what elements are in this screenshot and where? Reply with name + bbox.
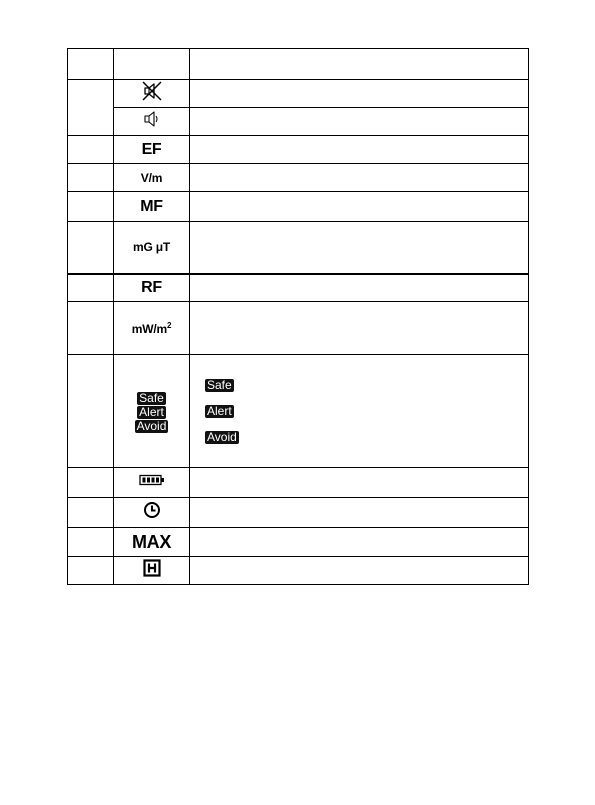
table-header-row: [68, 49, 529, 80]
avoid-badge: Avoid: [136, 418, 167, 433]
description-cell: [190, 274, 529, 302]
mwm2-symbol: [114, 302, 190, 355]
mwm2-text: mW/m: [131, 321, 167, 336]
row-number-cell: [68, 355, 114, 468]
row-number-cell: [68, 528, 114, 557]
alert-badge: Alert: [207, 403, 232, 418]
row-number-cell: [68, 274, 114, 302]
header-description-cell: [190, 49, 529, 80]
table-row: [68, 528, 529, 557]
table-row: [68, 80, 529, 108]
row-number-cell: [68, 192, 114, 222]
table-row: [68, 192, 529, 222]
symbol-cell: [114, 498, 190, 528]
row-number-cell: [68, 468, 114, 498]
safe-badge: Safe: [139, 390, 164, 405]
table-row: [68, 468, 529, 498]
description-cell: [190, 302, 529, 355]
table-row: [68, 164, 529, 192]
symbol-cell: [114, 557, 190, 585]
row-number-cell: [68, 80, 114, 136]
battery-icon: [139, 473, 165, 491]
table-row: [68, 302, 529, 355]
clock-icon: [143, 501, 161, 524]
level-badge-stack: [135, 392, 169, 434]
alert-badge: Alert: [139, 404, 164, 419]
symbol-table: [67, 48, 529, 585]
row-number-cell: [68, 498, 114, 528]
ef-symbol: EF: [114, 136, 190, 164]
row-number-cell: [68, 302, 114, 355]
symbol-cell: [114, 108, 190, 136]
header-number-cell: [68, 49, 114, 80]
description-cell: [190, 192, 529, 222]
table-row: [68, 355, 529, 468]
symbol-cell: [114, 80, 190, 108]
description-cell: [190, 136, 529, 164]
description-cell: [190, 80, 529, 108]
row-number-cell: [68, 164, 114, 192]
mg-ut-symbol: mG μT: [114, 222, 190, 274]
safe-badge: Safe: [207, 377, 232, 392]
vm-symbol: V/m: [114, 164, 190, 192]
speaker-muted-icon: [141, 80, 163, 107]
level-description-cell: [190, 355, 529, 468]
description-cell: [190, 528, 529, 557]
row-number-cell: [68, 557, 114, 585]
level-symbol-cell: [114, 355, 190, 468]
table-row: [68, 274, 529, 302]
description-cell: [190, 498, 529, 528]
row-number-cell: [68, 222, 114, 274]
description-cell: [190, 222, 529, 274]
table-row: [68, 498, 529, 528]
description-cell: [190, 468, 529, 498]
description-cell: [190, 164, 529, 192]
mf-symbol: MF: [114, 192, 190, 222]
row-number-cell: [68, 136, 114, 164]
rf-symbol: RF: [114, 274, 190, 302]
avoid-badge: Avoid: [207, 429, 237, 444]
max-symbol: MAX: [114, 528, 190, 557]
header-symbol-cell: [114, 49, 190, 80]
table-row: [68, 222, 529, 274]
description-cell: [190, 108, 529, 136]
speaker-icon: [143, 109, 161, 134]
table-row: [68, 136, 529, 164]
mwm2-superscript: 2: [166, 320, 172, 330]
table-row: [68, 108, 529, 136]
description-cell: [190, 557, 529, 585]
table-row: [68, 557, 529, 585]
hold-icon: [143, 559, 161, 582]
symbol-cell: [114, 468, 190, 498]
